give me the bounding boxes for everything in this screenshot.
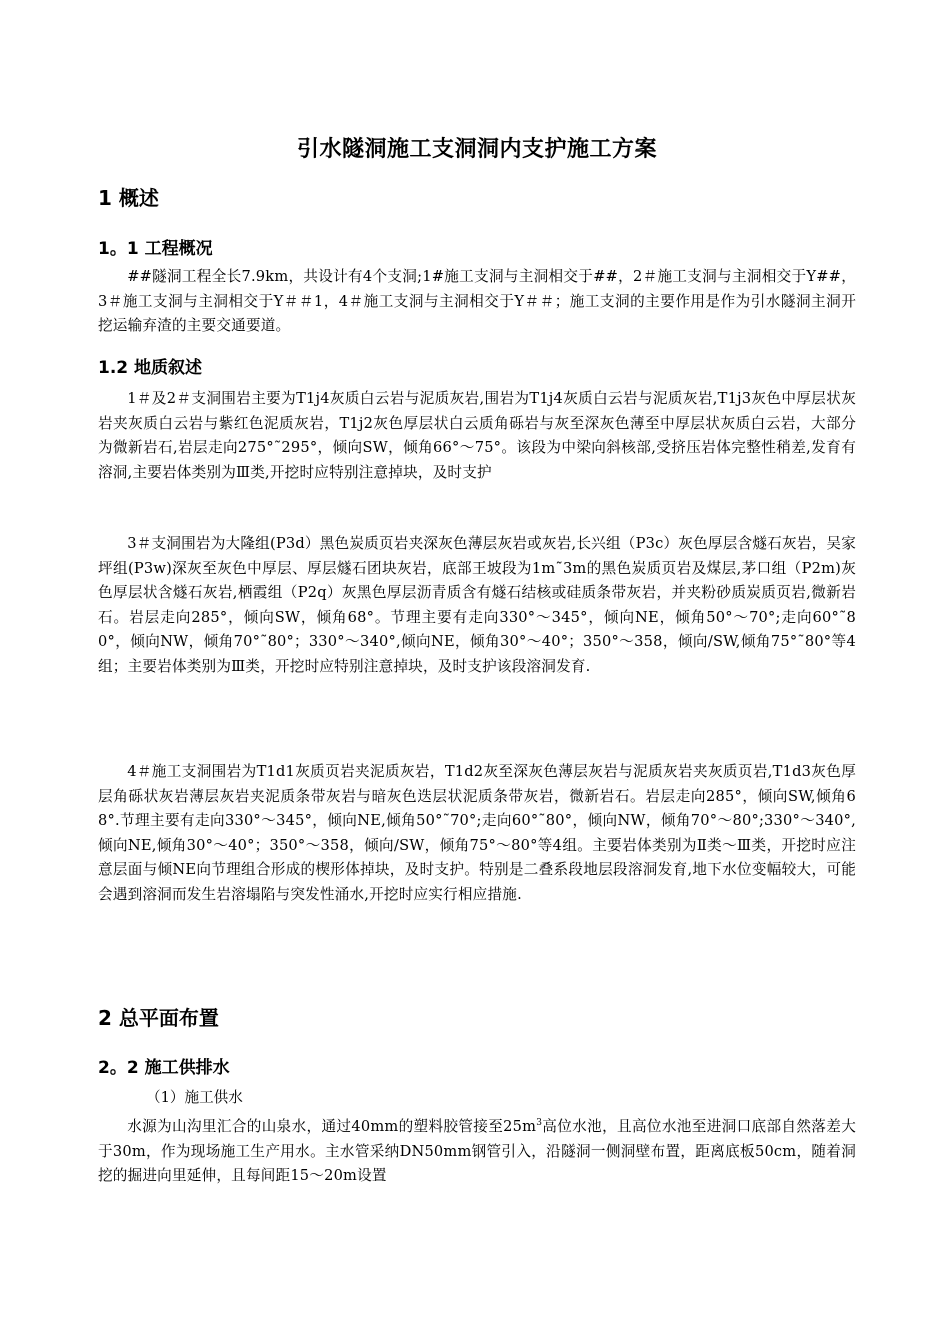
water-supply-paragraph xyxy=(98,1115,856,1189)
document-title: 引水隧洞施工支洞洞内支护施工方案 xyxy=(296,137,657,162)
section-1-heading: 1 概述 xyxy=(98,186,159,210)
water-supply-text-end: 高位水池，且高位水池至进洞口底部自然落差大于30m，作为现场施工生产用水。主水管采纳DN50mm钢管引入，沿隧洞一侧洞壁布置，距离底板50cm，随着洞挖的掘进向里延伸，且每间距15～20m设置 xyxy=(98,1118,856,1185)
section-2-heading: 2 总平面布置 xyxy=(98,1006,219,1030)
project-overview-paragraph: ##隧洞工程全长7.9km，共设计有4个支洞;1#施工支洞与主洞相交于##，2＃施工支洞与主洞相交于Y##，3＃施工支洞与主洞相交于Y＃＃1，4＃施工支洞与主洞相交于Y＃＃；施工支洞的主要作用是作为引水隧洞主洞开挖运输弃渣的主要交通要道。 xyxy=(98,268,856,335)
section-1-2-heading: 1.2 地质叙述 xyxy=(98,358,203,378)
geology-paragraph-1: 1＃及2＃支洞围岩主要为T1j4灰质白云岩与泥质灰岩,围岩为T1j4灰质白云岩与泥质灰岩,T1j3灰色中厚层状灰岩夹灰质白云岩与紫红色泥质灰岩，T1j2灰色厚层状白云质角砾岩与灰至深灰色薄至中厚层状灰质白云岩，大部分为微新岩石,岩层走向275°˜295°，倾向SW，倾角66°～75°。该段为中梁向斜核部,受挤压岩体完整性稍差,发育有溶洞,主要岩体类别为Ⅲ类,开挖时应特别注意掉块，及时支护 xyxy=(98,390,856,481)
water-supply-item: （1）施工供水 xyxy=(146,1089,243,1106)
water-supply-text-start: 水源为山沟里汇合的山泉水，通过40mm的塑料胶管接至25m xyxy=(127,1118,537,1135)
cubic-superscript: 3 xyxy=(536,1118,543,1129)
section-2-2-heading: 2。2 施工供排水 xyxy=(98,1058,230,1078)
geology-paragraph-4: 4＃施工支洞围岩为T1d1灰质页岩夹泥质灰岩，T1d2灰至深灰色薄层灰岩与泥质灰岩夹灰质页岩,T1d3灰色厚层角砾状灰岩薄层灰岩夹泥质条带灰岩与暗灰色迭层状泥质条带灰岩，微新岩石。岩层走向285°，倾向SW,倾角68°.节理主要有走向330°～345°，倾向NE,倾角50°˜70°;走向60°˜80°，倾向NW，倾角70°～80°;330°～340°,倾向NE,倾角30°～40°；350°～358，倾向/SW，倾角75°～80°等4组。主要岩体类别为Ⅱ类～Ⅲ类，开挖时应注意层面与倾NE向节理组合形成的楔形体掉块，及时支护。特别是二叠系段地层段溶洞发育,地下水位变幅较大，可能会遇到溶洞而发生岩溶塌陷与突发性涌水,开挖时应实行相应措施. xyxy=(98,763,856,903)
geology-paragraph-3: 3＃支洞围岩为大隆组(P3d）黑色炭质页岩夹深灰色薄层灰岩或灰岩,长兴组（P3c）灰色厚层含燧石灰岩，吴家坪组(P3w)深灰至灰色中厚层、厚层燧石团块灰岩，底部王坡段为1m˜3m的黑色炭质页岩及煤层,茅口组（P2m)灰色厚层状含燧石灰岩,栖霞组（P2q）灰黑色厚层沥青质含有燧石结核或硅质条带灰岩，并夹粉砂质炭质页岩,微新岩石。岩层走向285°，倾向SW，倾角68°。节理主要有走向330°～345°，倾向NE，倾角50°～70°;走向60°˜80°，倾向NW，倾角70°˜80°；330°～340°,倾向NE，倾角30°～40°；350°～358，倾向/SW,倾角75°˜80°等4组；主要岩体类别为Ⅲ类，开挖时应特别注意掉块，及时支护该段溶洞发育. xyxy=(98,535,856,675)
section-1-1-heading: 1。1 工程概况 xyxy=(98,239,213,259)
